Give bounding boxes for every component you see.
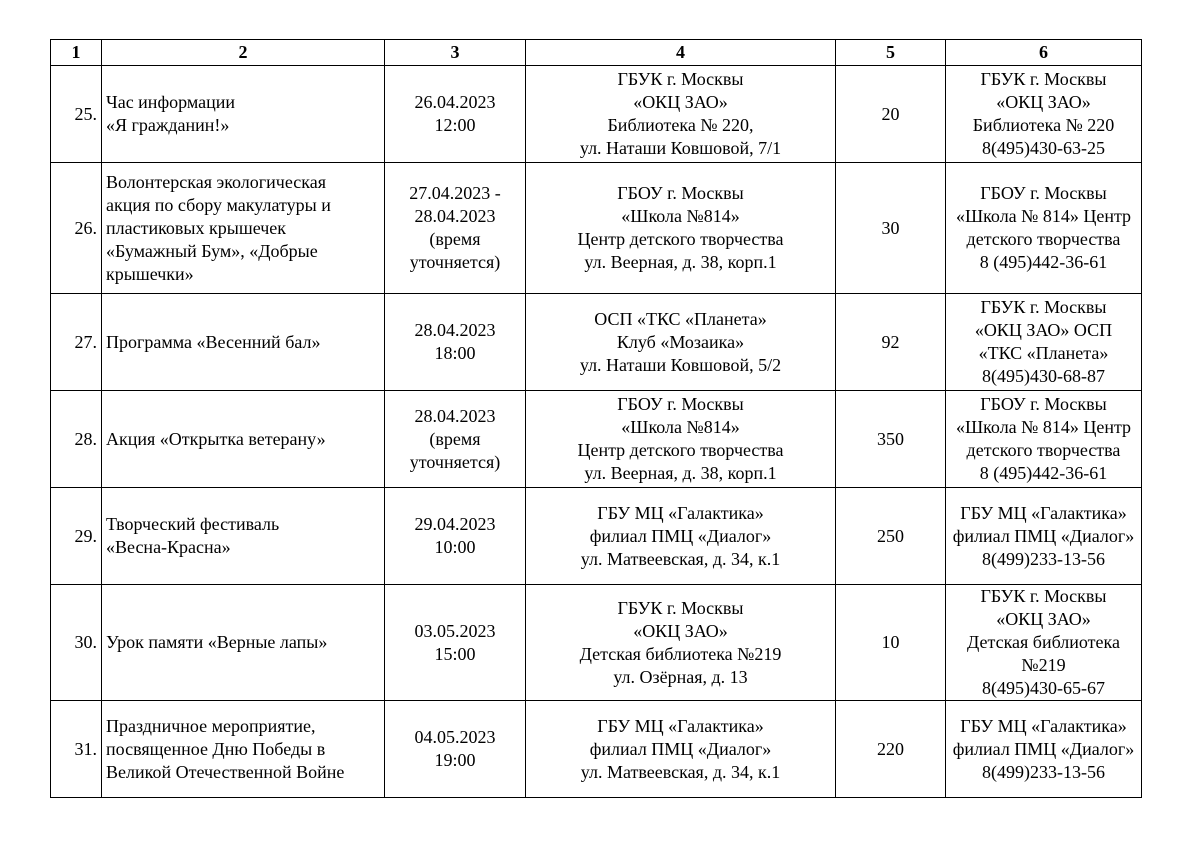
- event-datetime: [385, 391, 526, 488]
- cell-line: «Школа №814»: [621, 206, 740, 226]
- event-name: [102, 66, 385, 163]
- cell-line: ГБУК г. Москвы: [617, 597, 744, 618]
- cell-line: «ОКЦ ЗАО» ОСП: [974, 320, 1113, 340]
- cell-line: ГБУ МЦ «Галактика»: [960, 502, 1127, 523]
- table-row: [51, 66, 1142, 163]
- row-number: 30.: [51, 585, 102, 701]
- cell-line: детского творчества: [966, 229, 1121, 249]
- cell-line: акция по сбору макулатуры и: [106, 194, 331, 215]
- cell-line: №219: [1021, 655, 1066, 675]
- cell-line: Детская библиотека: [967, 632, 1120, 652]
- cell-line: ул. Веерная, д. 38, корп.1: [584, 463, 777, 483]
- column-header: 3: [385, 40, 526, 66]
- cell-line: ГБУ МЦ «Галактика»: [597, 715, 764, 736]
- event-name: [102, 294, 385, 391]
- cell-line: 8(495)430-63-25: [982, 138, 1105, 158]
- cell-line: «Школа № 814» Центр: [955, 206, 1132, 226]
- column-header: 5: [836, 40, 946, 66]
- table-row: [51, 701, 1142, 798]
- cell-line: ул. Наташи Ковшовой, 7/1: [579, 138, 782, 158]
- table-row: [51, 294, 1142, 391]
- participant-count: 30: [836, 163, 946, 294]
- event-name: [102, 585, 385, 701]
- cell-line: 26.04.2023: [414, 92, 496, 112]
- event-name: [102, 163, 385, 294]
- column-header: 2: [102, 40, 385, 66]
- event-organizer: [946, 66, 1142, 163]
- cell-line: ул. Матвеевская, д. 34, к.1: [580, 761, 781, 782]
- cell-line: филиал ПМЦ «Диалог»: [952, 525, 1135, 546]
- column-header: 1: [51, 40, 102, 66]
- cell-line: Клуб «Мозаика»: [616, 331, 745, 352]
- cell-line: Великой Отечественной Войне: [106, 761, 345, 782]
- event-name: [102, 391, 385, 488]
- cell-line: ул. Веерная, д. 38, корп.1: [584, 252, 777, 272]
- table-row: [51, 391, 1142, 488]
- participant-count: 250: [836, 488, 946, 585]
- cell-line: (время: [429, 229, 481, 249]
- cell-line: «ОКЦ ЗАО»: [633, 620, 728, 641]
- event-place: [526, 488, 836, 585]
- participant-count: 20: [836, 66, 946, 163]
- cell-line: «Весна-Красна»: [106, 537, 231, 557]
- row-number: 29.: [51, 488, 102, 585]
- row-number: 28.: [51, 391, 102, 488]
- cell-line: филиал ПМЦ «Диалог»: [589, 525, 772, 546]
- event-organizer: [946, 294, 1142, 391]
- event-place: [526, 585, 836, 701]
- cell-line: «Я гражданин!»: [106, 115, 230, 135]
- participant-count: 220: [836, 701, 946, 798]
- cell-line: «ТКС «Планета»: [978, 343, 1109, 363]
- cell-line: филиал ПМЦ «Диалог»: [589, 738, 772, 759]
- cell-line: ГБОУ г. Москвы: [980, 183, 1107, 203]
- event-datetime: [385, 66, 526, 163]
- cell-line: 28.04.2023: [414, 320, 496, 340]
- cell-line: 10:00: [434, 537, 476, 557]
- row-number: 31.: [51, 701, 102, 798]
- cell-line: ГБОУ г. Москвы: [617, 394, 744, 414]
- participant-count: 10: [836, 585, 946, 701]
- cell-line: Акция «Открытка ветерану»: [106, 428, 326, 449]
- event-datetime: [385, 163, 526, 294]
- events-table: [50, 39, 1142, 798]
- event-name: [102, 488, 385, 585]
- cell-line: Центр детского творчества: [577, 440, 784, 460]
- cell-line: ГБУК г. Москвы: [980, 586, 1107, 606]
- cell-line: Центр детского творчества: [577, 229, 784, 249]
- cell-line: 19:00: [434, 750, 476, 770]
- cell-line: 28.04.2023: [414, 206, 496, 226]
- cell-line: «Школа №814»: [621, 417, 740, 437]
- cell-line: 03.05.2023: [414, 620, 496, 641]
- header-row: [51, 40, 1142, 66]
- event-organizer: [946, 391, 1142, 488]
- cell-line: «ОКЦ ЗАО»: [633, 92, 728, 112]
- cell-line: уточняется): [409, 451, 501, 472]
- cell-line: Программа «Весенний бал»: [106, 331, 321, 352]
- event-datetime: [385, 488, 526, 585]
- event-place: [526, 391, 836, 488]
- cell-line: Библиотека № 220,: [607, 115, 754, 135]
- cell-line: Волонтерская экологическая: [106, 171, 327, 192]
- cell-line: (время: [429, 428, 481, 449]
- event-place: [526, 701, 836, 798]
- cell-line: 8(495)430-65-67: [982, 678, 1105, 698]
- event-organizer: [946, 163, 1142, 294]
- cell-line: 8(499)233-13-56: [982, 761, 1105, 782]
- event-organizer: [946, 701, 1142, 798]
- cell-line: ОСП «ТКС «Планета»: [594, 308, 767, 329]
- event-organizer: [946, 585, 1142, 701]
- cell-line: филиал ПМЦ «Диалог»: [952, 738, 1135, 759]
- cell-line: ГБУК г. Москвы: [617, 69, 744, 89]
- cell-line: 18:00: [434, 343, 476, 363]
- cell-line: Библиотека № 220: [972, 115, 1115, 135]
- event-place: [526, 66, 836, 163]
- column-header: 6: [946, 40, 1142, 66]
- cell-line: Детская библиотека №219: [579, 643, 782, 664]
- cell-line: крышечки»: [106, 263, 194, 284]
- cell-line: 8 (495)442-36-61: [979, 252, 1108, 272]
- cell-line: 04.05.2023: [414, 727, 496, 747]
- cell-line: ГБУ МЦ «Галактика»: [597, 502, 764, 523]
- cell-line: ГБУК г. Москвы: [980, 69, 1107, 89]
- cell-line: 8 (495)442-36-61: [979, 463, 1108, 483]
- cell-line: ГБОУ г. Москвы: [980, 394, 1107, 414]
- cell-line: «Бумажный Бум», «Добрые: [106, 240, 318, 261]
- column-header: 4: [526, 40, 836, 66]
- event-organizer: [946, 488, 1142, 585]
- cell-line: 27.04.2023 -: [409, 183, 501, 203]
- cell-line: «Школа № 814» Центр: [955, 417, 1132, 437]
- cell-line: «ОКЦ ЗАО»: [996, 92, 1091, 112]
- row-number: 25.: [51, 66, 102, 163]
- cell-line: ул. Матвеевская, д. 34, к.1: [580, 548, 781, 569]
- cell-line: детского творчества: [966, 440, 1121, 460]
- cell-line: ул. Озёрная, д. 13: [613, 666, 748, 687]
- cell-line: Праздничное мероприятие,: [106, 715, 316, 736]
- event-place: [526, 163, 836, 294]
- cell-line: уточняется): [409, 252, 501, 272]
- cell-line: 29.04.2023: [414, 514, 496, 534]
- cell-line: Урок памяти «Верные лапы»: [106, 632, 328, 652]
- participant-count: 350: [836, 391, 946, 488]
- cell-line: «ОКЦ ЗАО»: [996, 609, 1091, 629]
- cell-line: ГБОУ г. Москвы: [617, 183, 744, 203]
- cell-line: ГБУК г. Москвы: [980, 297, 1107, 317]
- table-row: [51, 585, 1142, 701]
- event-name: [102, 701, 385, 798]
- cell-line: ул. Наташи Ковшовой, 5/2: [579, 354, 782, 375]
- cell-line: Час информации: [106, 92, 235, 112]
- participant-count: 92: [836, 294, 946, 391]
- cell-line: посвященное Дню Победы в: [106, 738, 326, 759]
- table-body: [51, 66, 1142, 798]
- event-datetime: [385, 585, 526, 701]
- cell-line: ГБУ МЦ «Галактика»: [960, 715, 1127, 736]
- cell-line: 28.04.2023: [414, 405, 496, 426]
- cell-line: 8(495)430-68-87: [982, 366, 1105, 386]
- row-number: 27.: [51, 294, 102, 391]
- cell-line: 15:00: [434, 643, 476, 664]
- cell-line: Творческий фестиваль: [106, 514, 280, 534]
- cell-line: 12:00: [434, 115, 476, 135]
- table-row: [51, 163, 1142, 294]
- event-place: [526, 294, 836, 391]
- cell-line: 8(499)233-13-56: [982, 548, 1105, 569]
- event-datetime: [385, 701, 526, 798]
- cell-line: пластиковых крышечек: [106, 217, 287, 238]
- event-datetime: [385, 294, 526, 391]
- row-number: 26.: [51, 163, 102, 294]
- table-row: [51, 488, 1142, 585]
